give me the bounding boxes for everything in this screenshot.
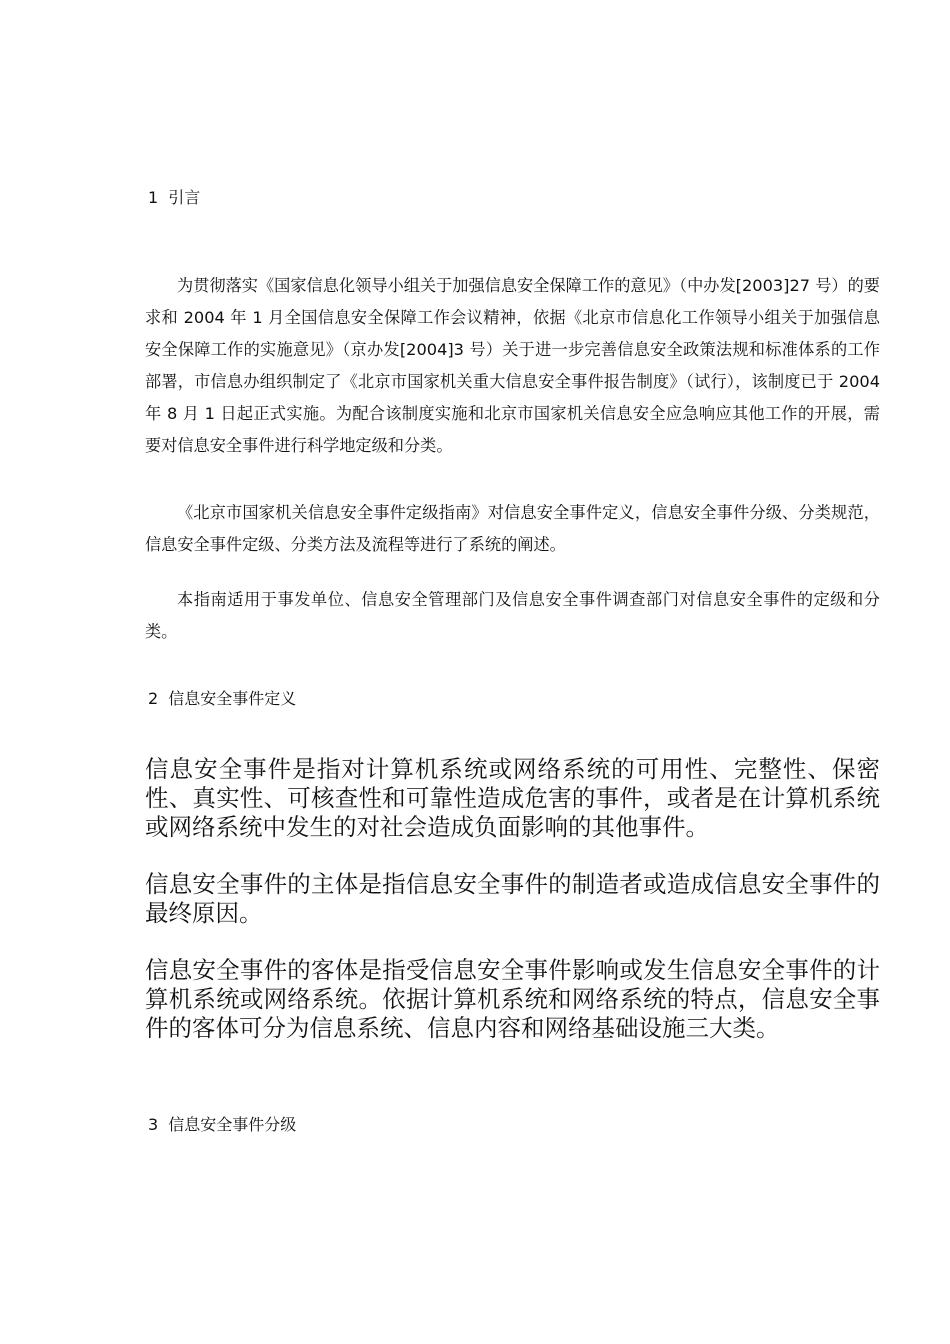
intro-paragraph-2: 《北京市国家机关信息安全事件定级指南》对信息安全事件定义，信息安全事件分级、分类规范，信息安全事件定级、分类方法及流程等进行了系统的阐述。 bbox=[145, 503, 880, 554]
section-heading-1 bbox=[148, 188, 200, 208]
section-heading-2 bbox=[148, 689, 296, 709]
definition-paragraph-3: 信息安全事件的客体是指受信息安全事件影响或发生信息安全事件的计算机系统或网络系统。依据计算机系统和网络系统的特点，信息安全事件的客体可分为信息系统、信息内容和网络基础设施三大类。 bbox=[145, 956, 880, 1042]
section-title: 信息安全事件分级 bbox=[168, 1115, 297, 1134]
intro-paragraph-3: 本指南适用于事发单位、信息安全管理部门及信息安全事件调查部门对信息安全事件的定级和分类。 bbox=[145, 590, 880, 641]
section-title: 引言 bbox=[168, 188, 201, 207]
intro-paragraph-1: 为贯彻落实《国家信息化领导小组关于加强信息安全保障工作的意见》（中办发[2003]27 号）的要求和 2004 年 1 月全国信息安全保障工作会议精神，依据《北京市信息化工作领导小组关于加强信息安全保障工作的实施意见》（京办发[2004]3 号）关于进一步完善信息安全政策法规和标准体系的工作部署，市信息办组织制定了《北京市国家机关重大信息安全事件报告制度》（试行），该制度已于 2004 年 8 月 1 日起正式实施。为配合该制度实施和北京市国家机关信息安全应急响应其他工作的开展，需要对信息安全事件进行科学地定级和分类。 bbox=[145, 276, 880, 455]
section-number: 3 bbox=[148, 1115, 159, 1134]
definition-paragraph-1: 信息安全事件是指对计算机系统或网络系统的可用性、完整性、保密性、真实性、可核查性和可靠性造成危害的事件，或者是在计算机系统或网络系统中发生的对社会造成负面影响的其他事件。 bbox=[145, 755, 880, 841]
section-heading-3 bbox=[148, 1115, 296, 1135]
section-number: 1 bbox=[148, 188, 159, 207]
section-title: 信息安全事件定义 bbox=[168, 689, 297, 708]
definition-paragraph-2: 信息安全事件的主体是指信息安全事件的制造者或造成信息安全事件的最终原因。 bbox=[145, 870, 880, 927]
section-number: 2 bbox=[148, 689, 159, 708]
